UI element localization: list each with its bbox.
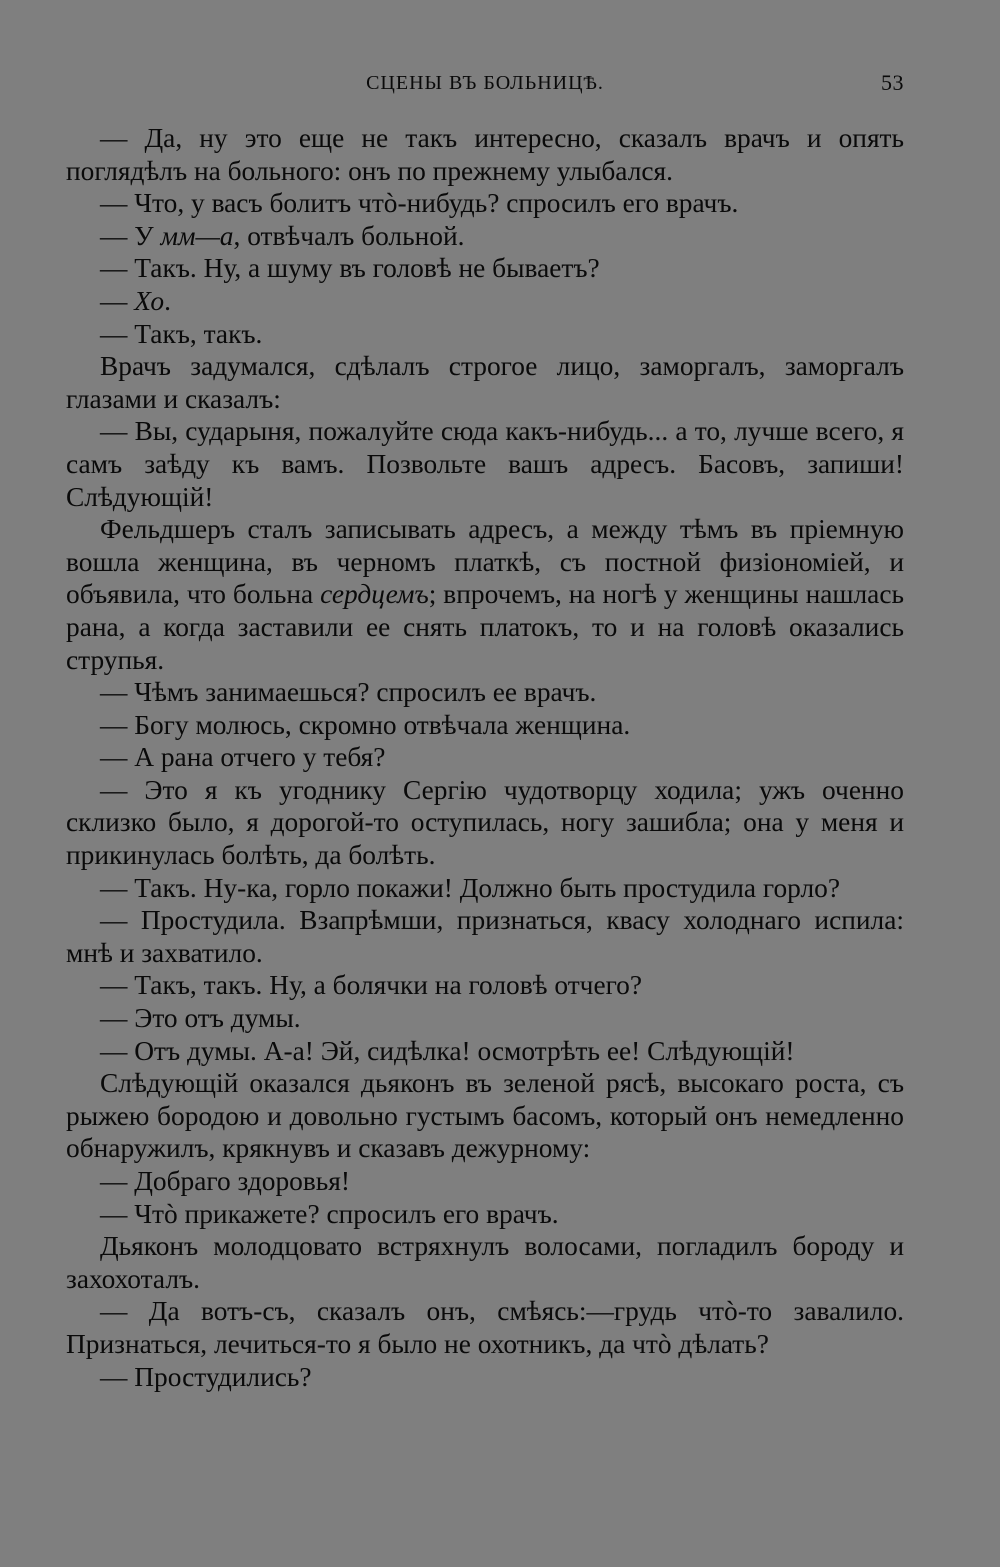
paragraph: — А рана отчего у тебя? [100, 742, 386, 773]
emphasis-text: мм—а [160, 220, 234, 251]
paragraph: Дьяконъ молодцовато встряхнулъ волосами, погладилъ бороду и захохоталъ. [66, 1231, 904, 1294]
paragraph: — Да, ну это еще не такъ интересно, сказалъ врачъ и опять поглядѣлъ на больного: онъ по прежнему улыбался. [66, 123, 904, 186]
running-head [66, 70, 904, 110]
paragraph: — Простудились? [100, 1361, 312, 1392]
emphasis-text: Хо [134, 285, 165, 316]
paragraph: Врачъ задумался, сдѣлалъ строгое лицо, заморгалъ, заморгалъ глазами и сказалъ: [66, 351, 904, 414]
paragraph: — Добраго здоровья! [100, 1166, 350, 1196]
paragraph [66, 220, 904, 253]
paragraph: — Чтò прикажете? спросилъ его врачъ. [100, 1198, 559, 1229]
paragraph-text: ; впрочемъ, на ногѣ у женщины нашлась рана, а когда заставили ее снять платокъ, то и на головѣ оказались струпья. [66, 579, 904, 675]
paragraph-text: Фельдшеръ сталъ записывать адресъ, а между тѣмъ въ пріемную вошла женщина, въ черномъ платкѣ, съ постной физіономіей, и объявила, что больна [66, 514, 904, 610]
paragraph-text: , отвѣчалъ больной. [233, 220, 465, 251]
paragraph: — Да вотъ-съ, сказалъ онъ, смѣясь:—грудь чтò-то завалило. Признаться, лечиться-то я было не охотникъ, да чтò дѣлать? [66, 1296, 904, 1359]
running-title: СЦЕНЫ ВЪ БОЛЬНИЦѢ. [366, 72, 604, 94]
paragraph: Слѣдующій оказался дьяконъ въ зеленой рясѣ, высокаго роста, съ рыжею бородою и довольно густымъ басомъ, который онъ немедленно обнаружилъ, крякнувъ и сказавъ дежурному: [66, 1068, 904, 1164]
page-number: 53 [881, 70, 904, 95]
paragraph: — Отъ думы. А-а! Эй, сидѣлка! осмотрѣть ее! Слѣдующій! [100, 1035, 795, 1066]
paragraph [66, 285, 904, 318]
emphasis-text: сердцемъ [320, 579, 429, 610]
paragraph: — Богу молюсь, скромно отвѣчала женщина. [100, 709, 631, 740]
paragraph-text: — У [100, 220, 161, 251]
paragraph: — Это я къ угоднику Сергію чудотворцу ходила; ужъ оченно склизко было, я дорогой-то оступилась, ногу зашибла; она у меня и прикинулась болѣть, да болѣть. [66, 774, 904, 871]
paragraph: — Это отъ думы. [100, 1003, 301, 1034]
paragraph: — Простудила. Взапрѣмши, признаться, квасу холоднаго испила: мнѣ и захватило. [66, 905, 904, 968]
paragraph: — Что, у васъ болитъ чтò-нибудь? спросилъ его врачъ. [100, 188, 739, 219]
paragraph-text: . [164, 285, 171, 316]
paragraph: — Такъ, такъ. [100, 318, 263, 349]
paragraph-text: — [100, 285, 135, 316]
body-text [66, 122, 904, 1393]
paragraph: — Такъ, такъ. Ну, а болячки на головѣ отчего? [100, 970, 643, 1001]
paragraph: — Такъ. Ну, а шуму въ головѣ не бываетъ? [100, 253, 600, 284]
paragraph: — Такъ. Ну-ка, горло покажи! Должно быть простудила горло? [100, 872, 840, 903]
paragraph: — Вы, сударыня, пожалуйте сюда какъ-нибудь... а то, лучше всего, я самъ заѣду къ вамъ. Позвольте вашъ адресъ. Басовъ, запиши! Слѣдующій! [66, 416, 904, 512]
paragraph [66, 513, 904, 676]
paragraph: — Чѣмъ занимаешься? спросилъ ее врачъ. [100, 677, 597, 708]
